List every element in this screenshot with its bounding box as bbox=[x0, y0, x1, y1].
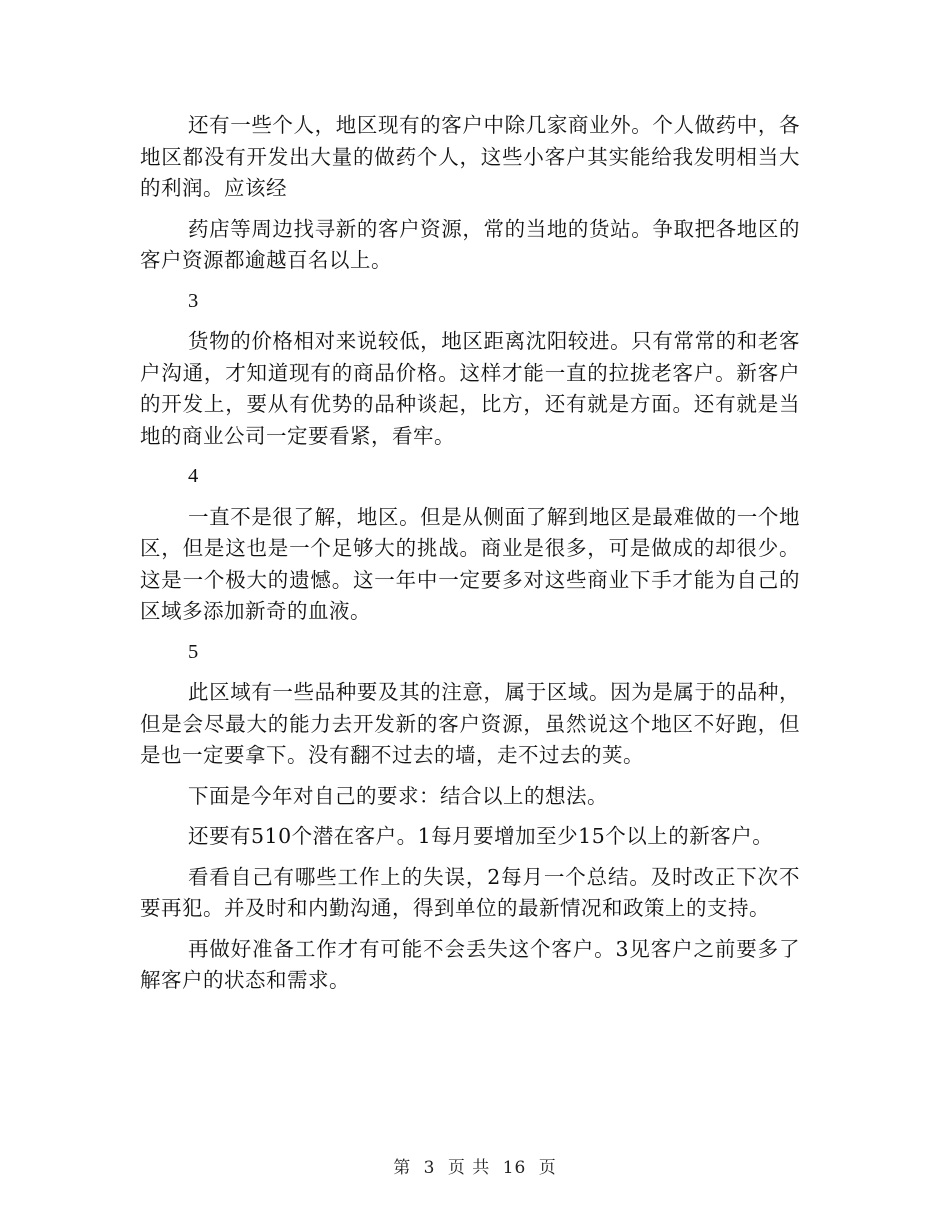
paragraph: 药店等周边找寻新的客户资源，常的当地的货站。争取把各地区的客户资源都逾越百名以上。 bbox=[140, 216, 800, 272]
section-number: 3 bbox=[188, 289, 199, 312]
section-number: 4 bbox=[188, 465, 199, 487]
footer-middle: 页 共 bbox=[447, 1158, 491, 1178]
document-body bbox=[140, 110, 800, 1006]
paragraph: 还有一些个人，地区现有的客户中除几家商业外。个人做药中，各地区都没有开发出大量的做药个人，这些小客户其实能给我发明相当大的利润。应该经 bbox=[140, 113, 800, 200]
paragraph: 一直不是很了解，地区。但是从侧面了解到地区是最难做的一个地区，但是这也是一个足够大的挑战。商业是很多，可是做成的却很少。这是一个极大的遗憾。这一年中一定要多对这些商业下手才能为自己的区域多添加新奇的血液。 bbox=[140, 504, 800, 623]
paragraph: 货物的价格相对来说较低，地区距离沈阳较进。只有常常的和老客户沟通，才知道现有的商品价格。这样才能一直的拉拢老客户。新客户的开发上，要从有优势的品种谈起，比方，还有就是方面。还有就是当地的商业公司一定要看紧，看牢。 bbox=[140, 329, 800, 448]
paragraph: 还要有510个潜在客户。1每月要增加至少15个以上的新客户。 bbox=[188, 824, 774, 848]
paragraph: 此区域有一些品种要及其的注意，属于区域。因为是属于的品种，但是会尽最大的能力去开发新的客户资源，虽然说这个地区不好跑，但是也一定要拿下。没有翻不过去的墙，走不过去的荚。 bbox=[140, 680, 800, 767]
paragraph: 看看自己有哪些工作上的失误，2每月一个总结。及时改正下次不要再犯。并及时和内勤沟通，得到单位的最新情况和政策上的支持。 bbox=[140, 864, 800, 920]
footer-prefix: 第 bbox=[393, 1158, 412, 1178]
page-footer bbox=[0, 1153, 950, 1178]
footer-suffix: 页 bbox=[538, 1158, 557, 1178]
paragraph: 下面是今年对自己的要求：结合以上的想法。 bbox=[188, 783, 608, 808]
paragraph: 再做好准备工作才有可能不会丢失这个客户。3见客户之前要多了解客户的状态和需求。 bbox=[140, 936, 800, 992]
footer-current-page: 3 bbox=[423, 1158, 436, 1178]
footer-total-pages: 16 bbox=[502, 1158, 527, 1178]
section-number: 5 bbox=[188, 640, 199, 663]
